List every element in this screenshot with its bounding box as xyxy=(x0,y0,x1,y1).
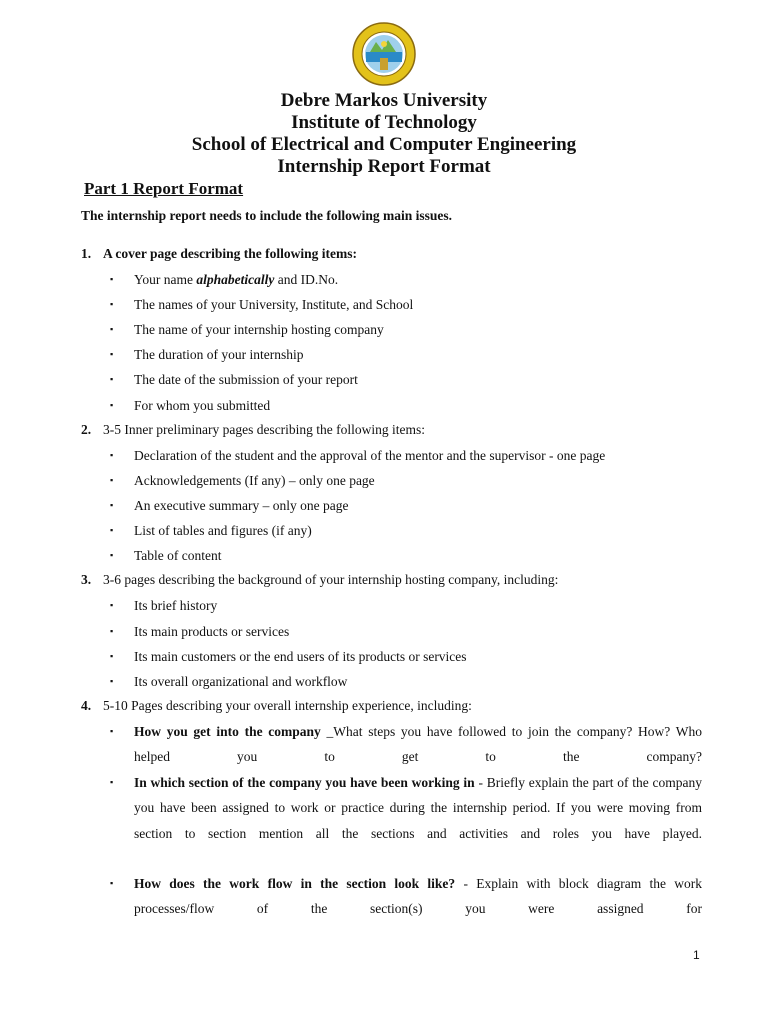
university-logo xyxy=(352,22,416,86)
item-text: List of tables and figures (if any) xyxy=(134,523,312,538)
item-text: - Explain with block diagram the work processes/flow of the section(s) you were assigned for xyxy=(134,876,702,917)
item-text: Its main products or services xyxy=(134,624,290,639)
bullet-icon: ▪ xyxy=(110,726,114,736)
intro-text: The internship report needs to include the following main issues. xyxy=(81,208,453,223)
bullet-icon: ▪ xyxy=(110,450,114,460)
bullet-icon: ▪ xyxy=(110,651,114,661)
school-name: School of Electrical and Computer Engineering xyxy=(191,134,577,155)
bullet-icon: ▪ xyxy=(110,676,114,686)
bullet-icon: ▪ xyxy=(110,600,114,610)
bullet-icon: ▪ xyxy=(110,550,114,560)
item-emphasis: alphabetically xyxy=(196,272,275,287)
bullet-icon: ▪ xyxy=(110,299,114,309)
page-number: 1 xyxy=(693,948,700,962)
university-seal-icon xyxy=(352,22,416,86)
item-text: Table of content xyxy=(134,548,222,563)
item-text: and ID.No. xyxy=(274,272,339,287)
item-text: Your name xyxy=(134,272,197,287)
bullet-icon: ▪ xyxy=(110,878,114,888)
item-text: An executive summary – only one page xyxy=(134,498,349,513)
item-text: Its main customers or the end users of its products or services xyxy=(134,649,467,664)
section-number: 1. xyxy=(81,246,92,261)
item-text: Its brief history xyxy=(134,598,218,613)
part-title: Part 1 Report Format xyxy=(84,179,244,198)
item-text: - Briefly explain the part of the company you have been assigned to work or practice during the internship period. If you were moving from section to section mention all the sections and activities and roles you have played. xyxy=(134,775,702,841)
item-lead: How you get into the company xyxy=(134,724,321,739)
item-text: _What steps you have followed to join the company? How? Who helped you to get to the company? xyxy=(134,724,703,765)
bullet-icon: ▪ xyxy=(110,274,114,284)
section-heading-text: 3-5 Inner preliminary pages describing the following items: xyxy=(103,422,426,437)
section-number: 4. xyxy=(81,698,92,713)
section-heading-text: 5-10 Pages describing your overall internship experience, including: xyxy=(103,698,472,713)
bullet-icon: ▪ xyxy=(110,777,114,787)
section-number: 2. xyxy=(81,422,92,437)
bullet-icon: ▪ xyxy=(110,500,114,510)
bullet-icon: ▪ xyxy=(110,349,114,359)
bullet-icon: ▪ xyxy=(110,324,114,334)
section-4-heading xyxy=(81,698,472,714)
institute-name: Institute of Technology xyxy=(291,112,477,133)
bullet-icon: ▪ xyxy=(110,475,114,485)
item-text: The names of your University, Institute, and School xyxy=(134,297,414,312)
section-2-heading xyxy=(81,422,425,438)
item-text: Acknowledgements (If any) – only one page xyxy=(134,473,375,488)
university-name: Debre Markos University xyxy=(280,90,488,111)
bullet-icon: ▪ xyxy=(110,374,114,384)
item-text: The name of your internship hosting company xyxy=(134,322,384,337)
item-lead: In which section of the company you have been working in xyxy=(134,775,475,790)
item-text: Its overall organizational and workflow xyxy=(134,674,348,689)
item-text: Declaration of the student and the approval of the mentor and the supervisor - one page xyxy=(134,448,606,463)
document-title: Internship Report Format xyxy=(277,156,491,177)
bullet-icon: ▪ xyxy=(110,626,114,636)
section-heading-text: A cover page describing the following items: xyxy=(103,246,357,261)
item-text: The duration of your internship xyxy=(134,347,304,362)
section-1-heading xyxy=(81,246,357,262)
bullet-icon: ▪ xyxy=(110,525,114,535)
section-number: 3. xyxy=(81,572,92,587)
document-header xyxy=(0,90,768,178)
item-text: The date of the submission of your report xyxy=(134,372,358,387)
bullet-icon: ▪ xyxy=(110,400,114,410)
item-lead: How does the work flow in the section look like? xyxy=(134,876,456,891)
section-heading-text: 3-6 pages describing the background of your internship hosting company, including: xyxy=(103,572,559,587)
item-text: For whom you submitted xyxy=(134,398,271,413)
section-3-heading xyxy=(81,572,558,588)
